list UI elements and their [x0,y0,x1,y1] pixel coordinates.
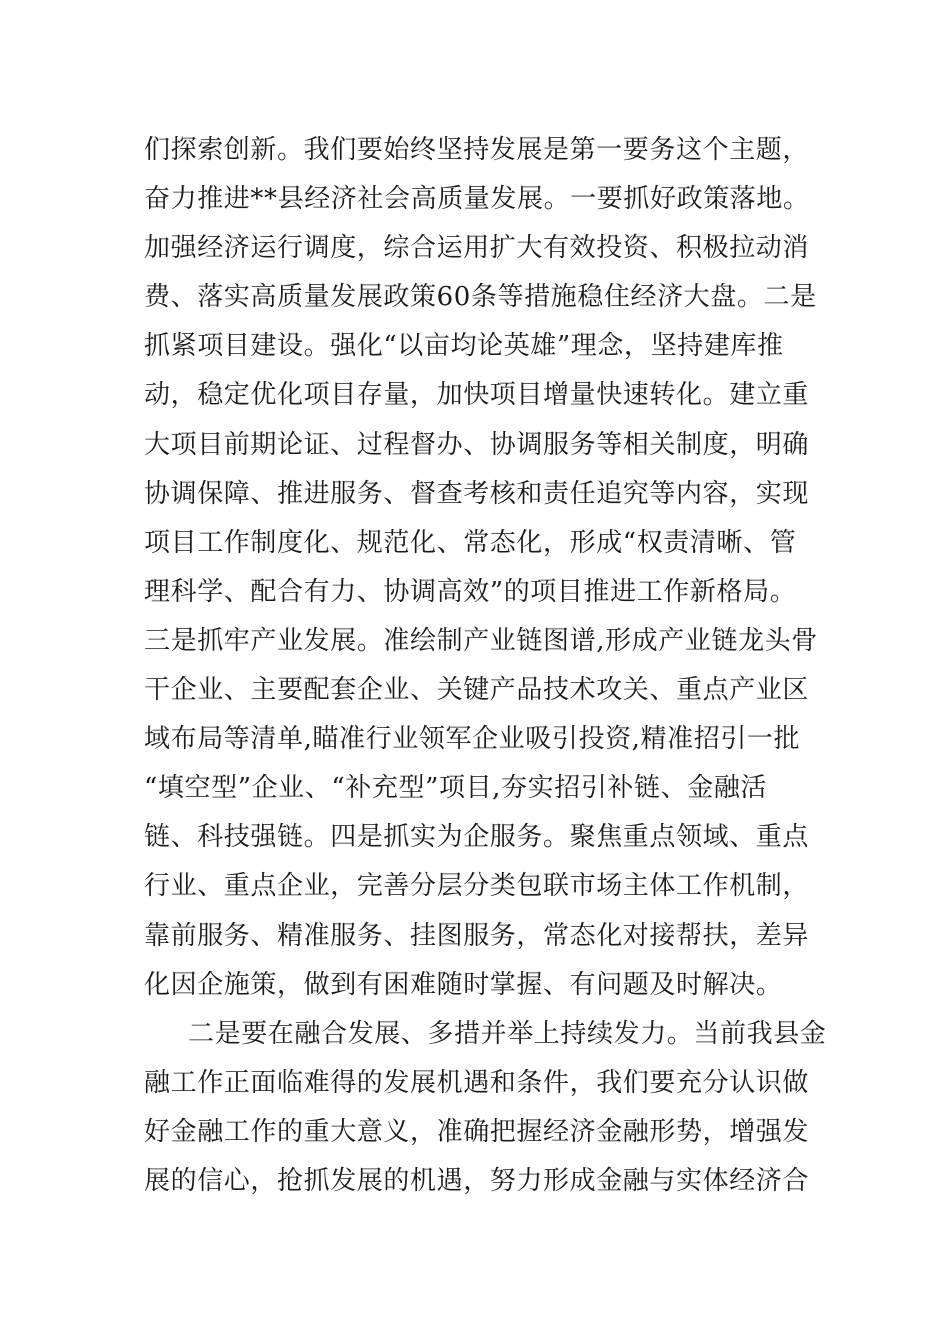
text-line: “填空型”企业、“补充型”项目,夯实招引补链、金融活 [144,773,768,804]
paragraph-start-line: 二是要在融合发展、多措并举上持续发力。当前我县金 [188,1018,827,1049]
text-line: 好金融工作的重大意义，准确把握经济金融形势，增强发 [144,1116,810,1147]
text-line: 靠前服务、精准服务、挂图服务，常态化对接帮扶，差异 [144,920,810,951]
text-line: 理科学、配合有力、协调高效”的项目推进工作新格局。 [144,576,797,607]
text-line: 干企业、主要配套企业、关键产品技术攻关、重点产业区 [144,675,810,706]
text-line: 行业、重点企业，完善分层分类包联市场主体工作机制， [144,871,810,902]
text-line: 费、落实高质量发展政策60条等措施稳住经济大盘。二是 [144,282,817,313]
text-line: 动，稳定优化项目存量，加快项目增量快速转化。建立重 [144,380,810,411]
text-line: 三是抓牢产业发展。准绘制产业链图谱,形成产业链龙头骨 [144,625,818,656]
text-line: 融工作正面临难得的发展机遇和条件，我们要充分认识做 [144,1067,810,1098]
text-line: 抓紧项目建设。强化“以亩均论英雄”理念，坚持建库推 [144,331,784,362]
text-line: 域布局等清单,瞄准行业领军企业吸引投资,精准招引一批 [144,724,801,755]
text-line: 协调保障、推进服务、督查考核和责任追究等内容，实现 [144,478,810,509]
text-line: 大项目前期论证、过程督办、协调服务等相关制度，明确 [144,429,810,460]
text-line: 化因企施策，做到有困难随时掌握、有问题及时解决。 [144,969,783,1000]
text-line: 奋力推进**县经济社会高质量发展。一要抓好政策落地。 [144,184,810,215]
text-line: 加强经济运行调度，综合运用扩大有效投资、积极拉动消 [144,233,810,264]
text-line: 展的信心，抢抓发展的机遇，努力形成金融与实体经济合 [144,1165,810,1196]
document-body [144,126,827,1206]
text-line: 链、科技强链。四是抓实为企服务。聚焦重点领域、重点 [144,822,810,853]
text-line: 们探索创新。我们要始终坚持发展是第一要务这个主题， [144,135,810,165]
text-line: 项目工作制度化、规范化、常态化，形成“权责清晰、管 [144,527,797,558]
